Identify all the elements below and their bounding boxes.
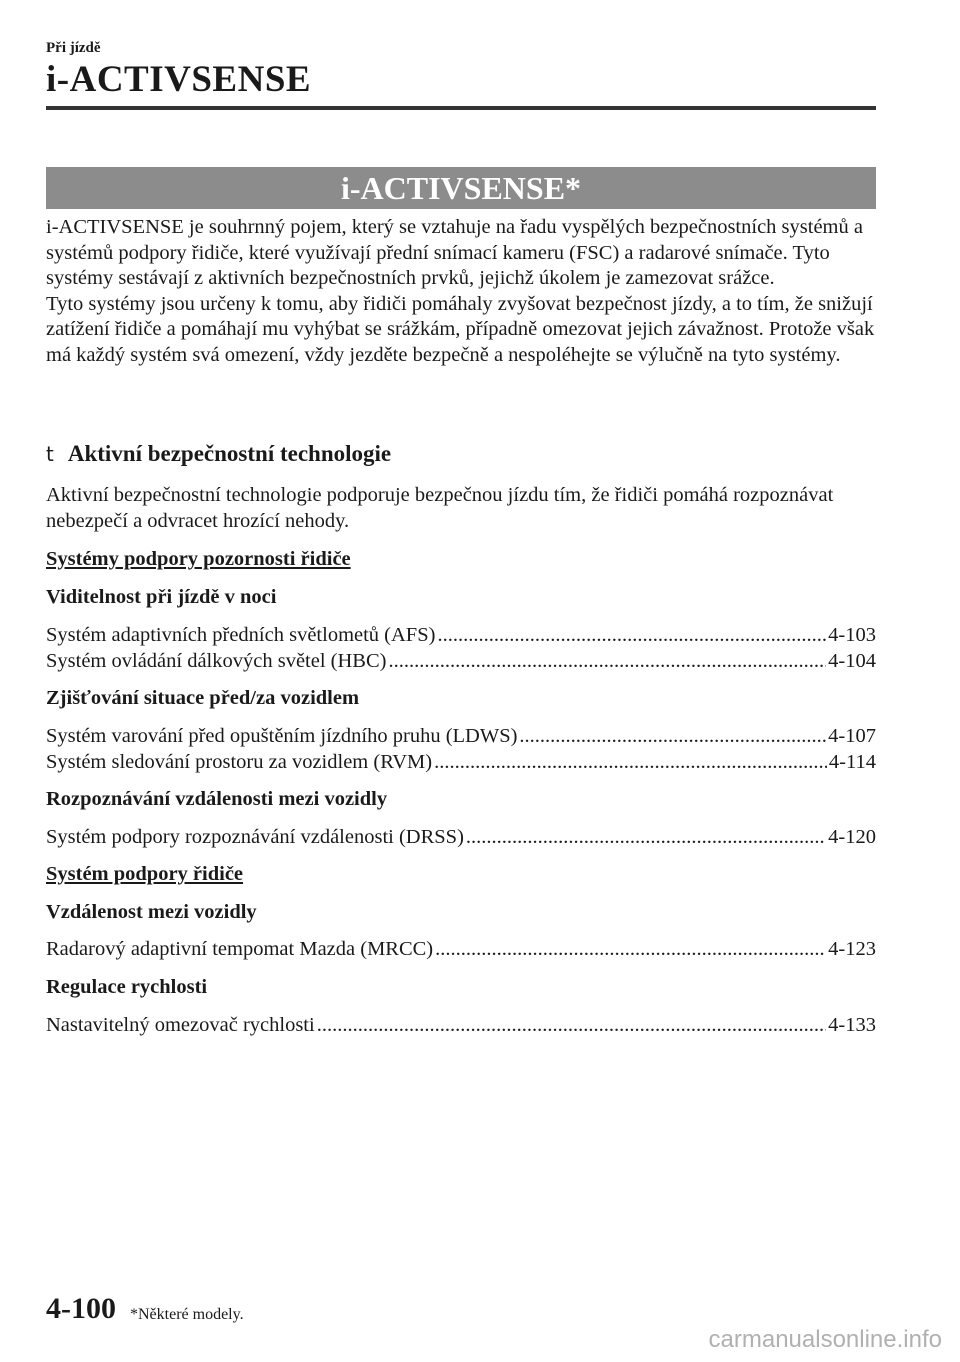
toc-entry-drss[interactable]	[46, 825, 876, 851]
toc-entry-ldws[interactable]	[46, 724, 876, 750]
toc-leader	[437, 623, 826, 649]
toc-leader	[519, 724, 826, 750]
intro-paragraph-1: i-ACTIVSENSE je souhrnný pojem, který se vztahuje na řadu vyspělých bezpečnostních systémů a systémů podpory řidiče, které využívají přední snímací kameru (FSC) a radarové snímače. Tyto systémy sestávají z aktivních bezpečnostních prvků, jejichž úkolem je zamezovat srážce.	[46, 216, 863, 290]
toc-list-distance-recognition	[46, 825, 876, 851]
toc-list-night	[46, 623, 876, 674]
toc-page: 4-114	[828, 750, 876, 773]
toc-entry-afs[interactable]	[46, 623, 876, 649]
toc-page: 4-107	[828, 725, 876, 747]
title-divider	[46, 106, 876, 110]
toc-page: 4-133	[828, 1014, 876, 1036]
toc-page: 4-123	[828, 938, 876, 960]
toc-leader	[466, 825, 826, 851]
toc-list-speed	[46, 1013, 876, 1039]
intro-paragraph-2: Tyto systémy jsou určeny k tomu, aby řidiči pomáhaly zvyšovat bezpečnost jízdy, a to tím, že snižují zatížení řidiče a pomáhají mu vyhýbat se srážkám, případně omezovat jejich závažnost. Protože však má každý systém svá omezení, vždy jezděte bezpečně a nespoléhejte se výlučně na tyto systémy.	[46, 292, 875, 366]
subsection-title: Aktivní bezpečnostní technologie	[67, 441, 392, 466]
group-heading-driver-support: Systém podpory řidiče	[46, 863, 244, 885]
group-heading-awareness: Systémy podpory pozornosti řidiče	[46, 548, 351, 570]
toc-entry-rvm[interactable]	[46, 750, 876, 776]
footnote: *Některé modely.	[130, 1306, 244, 1323]
subsection-heading	[46, 441, 391, 467]
subhead-distance-recognition: Rozpoznávání vzdálenosti mezi vozidly	[46, 788, 388, 810]
page-number: 4-100	[46, 1292, 116, 1325]
toc-page: 4-104	[828, 649, 876, 672]
toc-leader	[388, 649, 826, 675]
toc-label: Systém varování před opuštěním jízdního pruhu (LDWS)	[46, 725, 518, 747]
subhead-distance: Vzdálenost mezi vozidly	[46, 901, 257, 923]
toc-leader	[434, 750, 827, 776]
toc-page: 4-103	[828, 624, 876, 646]
toc-label: Systém ovládání dálkových světel (HBC)	[46, 649, 387, 672]
intro-text	[46, 215, 876, 369]
toc-label: Radarový adaptivní tempomat Mazda (MRCC)	[46, 938, 434, 960]
subhead-surroundings: Zjišťování situace před/za vozidlem	[46, 687, 360, 709]
toc-entry-mrcc[interactable]	[46, 937, 876, 963]
toc-page: 4-120	[828, 826, 876, 848]
toc-entry-asl[interactable]	[46, 1013, 876, 1039]
subhead-night: Viditelnost při jízdě v noci	[46, 586, 277, 608]
watermark: carmanualsonline.info	[708, 1326, 942, 1353]
toc-list-distance	[46, 937, 876, 963]
section-label: Při jízdě	[46, 40, 101, 56]
page-title: i-ACTIVSENSE	[46, 59, 312, 100]
section-banner: i-ACTIVSENSE*	[46, 167, 876, 209]
toc-entry-hbc[interactable]	[46, 649, 876, 675]
toc-list-surroundings	[46, 724, 876, 775]
toc-label: Systém adaptivních předních světlometů (AFS)	[46, 624, 436, 646]
subsection-description: Aktivní bezpečnostní technologie podporuje bezpečnou jízdu tím, že řidiči pomáhá rozpoznávat nebezpečí a odvracet hrozící nehody.	[46, 484, 834, 532]
bullet-marker-icon: t	[46, 442, 54, 466]
toc-label: Nastavitelný omezovač rychlosti	[46, 1014, 315, 1036]
toc-leader	[317, 1013, 826, 1039]
toc-label: Systém podpory rozpoznávání vzdálenosti (DRSS)	[46, 826, 464, 848]
subhead-speed: Regulace rychlosti	[46, 976, 208, 998]
toc-leader	[435, 937, 826, 963]
toc-label: Systém sledování prostoru za vozidlem (RVM)	[46, 750, 433, 773]
